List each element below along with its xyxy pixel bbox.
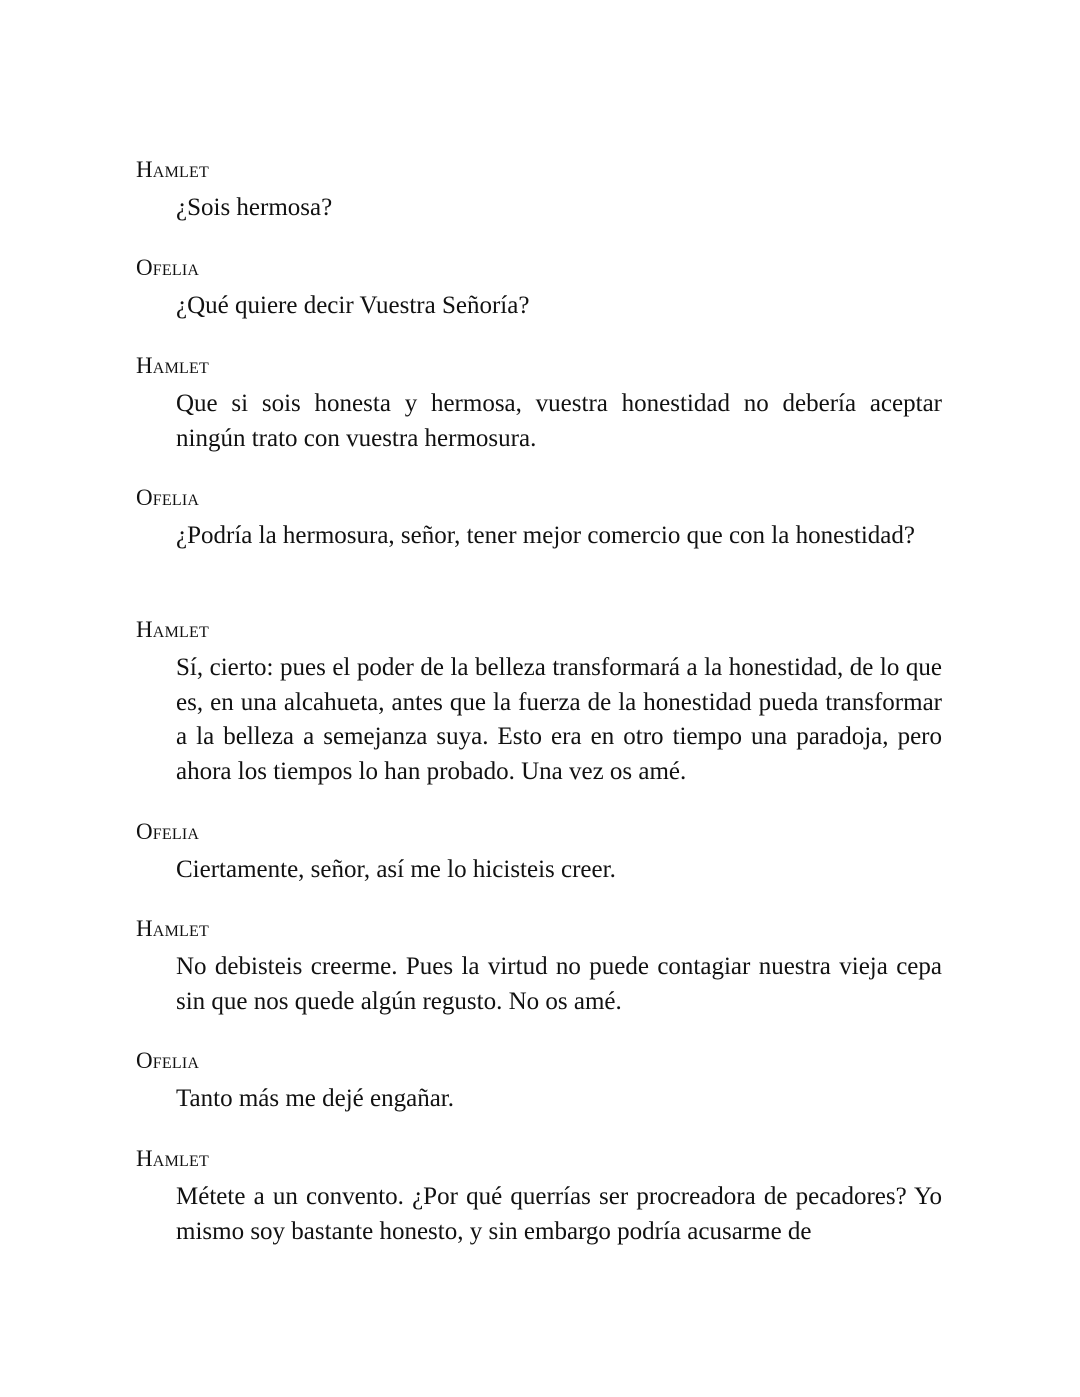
speaker-name: Ofelia <box>136 255 200 280</box>
speech-text: No debisteis creerme. Pues la virtud no puede contagiar nuestra vieja cepa sin que nos quede algún regusto. No os amé. <box>176 953 942 1015</box>
speech-block <box>136 157 942 226</box>
speech-block <box>136 617 942 789</box>
speaker-name: Ofelia <box>136 1048 200 1073</box>
speaker-name: Hamlet <box>136 157 209 182</box>
speaker-name: Ofelia <box>136 819 200 844</box>
speech-block <box>136 1146 942 1249</box>
speech-text: Sí, cierto: pues el poder de la belleza transformará a la honestidad, de lo que es, en una alcahueta, antes que la fuerza de la honestidad pueda transformar a la belleza a semejanza suya. Esto era en otro tiempo una paradoja, pero ahora los tiempos lo han probado. Una vez os amé. <box>176 654 942 785</box>
speech-block <box>136 916 942 1019</box>
speech-text: ¿Podría la hermosura, señor, tener mejor comercio que con la honestidad? <box>176 522 916 549</box>
speaker-name: Hamlet <box>136 916 209 941</box>
speech-text: Que si sois honesta y hermosa, vuestra honestidad no debería aceptar ningún trato con vuestra hermosura. <box>176 390 942 452</box>
speaker-name: Hamlet <box>136 617 209 642</box>
speech-block <box>136 819 942 888</box>
speaker-name: Hamlet <box>136 1146 209 1171</box>
speech-block <box>136 1048 942 1117</box>
speech-block <box>136 255 942 324</box>
speech-block <box>136 485 942 554</box>
speaker-name: Hamlet <box>136 353 209 378</box>
speech-text: ¿Qué quiere decir Vuestra Señoría? <box>176 292 530 319</box>
speech-text: Ciertamente, señor, así me lo hicisteis creer. <box>176 856 616 883</box>
speaker-name: Ofelia <box>136 485 200 510</box>
speech-text: ¿Sois hermosa? <box>176 194 333 221</box>
speech-text: Métete a un convento. ¿Por qué querrías ser procreadora de pecadores? Yo mismo soy bastante honesto, y sin embargo podría acusarme de <box>176 1183 942 1245</box>
speech-block <box>136 353 942 456</box>
speech-text: Tanto más me dejé engañar. <box>176 1085 455 1112</box>
